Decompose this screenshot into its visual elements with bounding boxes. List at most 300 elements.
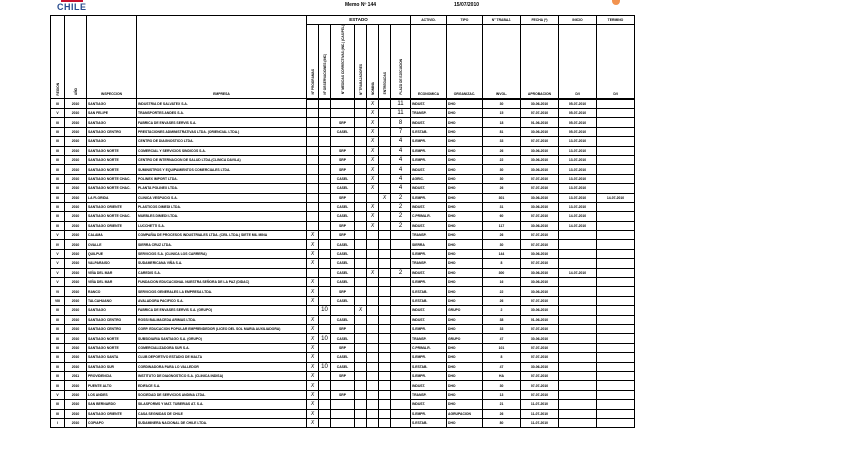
cell-tipo: DHO (447, 278, 483, 287)
cell-region: III (51, 400, 65, 409)
cell-e3: CASEL (331, 296, 355, 305)
table-row (51, 418, 635, 427)
cell-e6 (379, 306, 391, 315)
cell-e7 (391, 418, 411, 427)
cell-e5 (367, 278, 379, 287)
cell-e3: SRP (331, 324, 355, 333)
cell-e2 (319, 409, 331, 418)
cell-e4 (355, 324, 367, 333)
cell-inspeccion: LA FLORIDA (87, 193, 137, 202)
cell-e2 (319, 118, 331, 127)
table-row (51, 306, 635, 315)
table-row (51, 371, 635, 380)
cell-inicio (559, 409, 597, 418)
cell-fecha: 30-06-2010 (521, 193, 559, 202)
cell-inicio: 13-07-2010 (559, 193, 597, 202)
cell-e5 (367, 259, 379, 268)
cell-region: III (51, 334, 65, 343)
cell-tipo: DHO (447, 165, 483, 174)
cell-fecha: 07-07-2010 (521, 371, 559, 380)
cell-anio: 2010 (65, 202, 87, 211)
cell-e3: CASEL (331, 174, 355, 183)
cell-region: III (51, 221, 65, 230)
cell-inicio (559, 240, 597, 249)
cell-activ: SIERRA (411, 240, 447, 249)
cell-e1 (307, 165, 319, 174)
cell-e5: X (367, 268, 379, 277)
cell-nivel: 300 (483, 268, 521, 277)
cell-anio: 2010 (65, 296, 87, 305)
cell-activ: INDUST. (411, 306, 447, 315)
cell-anio: 2010 (65, 343, 87, 352)
cell-e5 (367, 296, 379, 305)
cell-tipo: DHO (447, 296, 483, 305)
cell-fecha: 30-06-2010 (521, 165, 559, 174)
cell-region: V (51, 268, 65, 277)
cell-inspeccion: RANCO (87, 287, 137, 296)
cell-e6 (379, 240, 391, 249)
cell-termino (597, 362, 635, 371)
cell-tipo: DHO (447, 400, 483, 409)
cell-fecha: 30-06-2010 (521, 146, 559, 155)
col-e5: NOMINA (367, 25, 379, 99)
cell-fecha: 30-06-2010 (521, 155, 559, 164)
cell-e7: 4 (391, 155, 411, 164)
cell-tipo: DHO (447, 184, 483, 193)
cell-fecha: 11-07-2010 (521, 418, 559, 427)
cell-termino (597, 418, 635, 427)
table-row (51, 99, 635, 109)
cell-inspeccion: OVALLE (87, 240, 137, 249)
cell-region: III (51, 212, 65, 221)
cell-e4 (355, 390, 367, 399)
cell-tipo: DHO (447, 155, 483, 164)
cell-fecha: 11-07-2010 (521, 400, 559, 409)
cell-tipo: DHO (447, 146, 483, 155)
cell-e2 (319, 99, 331, 109)
cell-e6 (379, 99, 391, 109)
cell-activ: TRANSP. (411, 109, 447, 118)
cell-e4 (355, 127, 367, 136)
cell-e6 (379, 118, 391, 127)
cell-region: III (51, 99, 65, 109)
cell-tipo: DHO (447, 240, 483, 249)
cell-e6 (379, 202, 391, 211)
cell-anio: 2010 (65, 240, 87, 249)
cell-e6 (379, 231, 391, 240)
cell-e3: SRP (331, 155, 355, 164)
col-nivel-sub: INVOL. (483, 25, 521, 99)
cell-empresa: SUBSIDIARIA SANTIAGO S.A. (GRUPO) (137, 334, 307, 343)
cell-e3: CASEL (331, 334, 355, 343)
cell-e7 (391, 306, 411, 315)
cell-e5 (367, 400, 379, 409)
cell-termino (597, 127, 635, 136)
cell-e2 (319, 240, 331, 249)
cell-e1 (307, 109, 319, 118)
cell-anio: 2010 (65, 184, 87, 193)
cell-inicio (559, 390, 597, 399)
cell-e1: X (307, 390, 319, 399)
cell-tipo: DHO (447, 324, 483, 333)
cell-e3: CASEL (331, 278, 355, 287)
cell-e5 (367, 315, 379, 324)
cell-inspeccion: SANTIAGO NORTE CHAC. (87, 212, 137, 221)
cell-termino (597, 287, 635, 296)
table-row (51, 400, 635, 409)
cell-e6 (379, 287, 391, 296)
col-inspeccion: INSPECCION (87, 16, 137, 99)
cell-e2 (319, 184, 331, 193)
cell-e2 (319, 146, 331, 155)
cell-inicio: 13-07-2010 (559, 184, 597, 193)
cell-e3 (331, 418, 355, 427)
cell-e1: X (307, 400, 319, 409)
cell-tipo: DHO (447, 127, 483, 136)
cell-inspeccion: SANTIAGO SUR (87, 362, 137, 371)
cell-nivel: 30 (483, 381, 521, 390)
cell-e2: 10 (319, 306, 331, 315)
cell-empresa: INDUSTRIA DE SALVATEX S.A. (137, 99, 307, 109)
cell-e3: SRP (331, 287, 355, 296)
cell-e3: CASEL (331, 259, 355, 268)
cell-activ: S.EMPR. (411, 193, 447, 202)
cell-tipo: DHO (447, 418, 483, 427)
cell-empresa: SUDAMERICANA VIÑA S.A. (137, 259, 307, 268)
cell-e6 (379, 259, 391, 268)
cell-e5 (367, 240, 379, 249)
cell-empresa: COMERCIALIZADORA SUR S.A. (137, 343, 307, 352)
cell-e2 (319, 390, 331, 399)
cell-inspeccion: SANTIAGO NORTE CHAC. (87, 184, 137, 193)
cell-anio: 2010 (65, 353, 87, 362)
table-row (51, 381, 635, 390)
cell-e3: SRP (331, 118, 355, 127)
cell-inspeccion: SANTIAGO NORTE (87, 334, 137, 343)
cell-e3: SRP (331, 343, 355, 352)
cell-inspeccion: SANTIAGO CENTRO (87, 127, 137, 136)
cell-e2 (319, 193, 331, 202)
cell-e7 (391, 231, 411, 240)
cell-e4 (355, 353, 367, 362)
cell-fecha: 30-06-2010 (521, 287, 559, 296)
cell-e5 (367, 418, 379, 427)
cell-empresa: POLINEX IMPORT LTDA. (137, 174, 307, 183)
cell-e2 (319, 249, 331, 258)
cell-activ: S.EMPR. (411, 353, 447, 362)
cell-termino (597, 137, 635, 146)
cell-e3: CASEL (331, 202, 355, 211)
cell-nivel: 30 (483, 174, 521, 183)
cell-region: III (51, 155, 65, 164)
cell-empresa: PLANTA POLINEX LTDA. (137, 184, 307, 193)
cell-fecha: 07-07-2010 (521, 212, 559, 221)
cell-e2 (319, 381, 331, 390)
table-row (51, 315, 635, 324)
cell-e3: CASEL (331, 212, 355, 221)
cell-tipo: DHO (447, 202, 483, 211)
table-row (51, 193, 635, 202)
cell-e4 (355, 287, 367, 296)
cell-e2 (319, 165, 331, 174)
cell-nivel: 38 (483, 315, 521, 324)
cell-e2 (319, 155, 331, 164)
memo-date: 15/07/2010 (454, 2, 480, 8)
cell-nivel: 8 (483, 259, 521, 268)
cell-empresa: CORDINADORA PARA LO VALLEDOR (137, 362, 307, 371)
cell-e5 (367, 193, 379, 202)
cell-inicio: 13-07-2010 (559, 165, 597, 174)
cell-termino (597, 155, 635, 164)
cell-region: III (51, 118, 65, 127)
cell-empresa: LUCCHETTI S.A. (137, 221, 307, 230)
cell-tipo: DHO (447, 315, 483, 324)
cell-empresa: CLINICA VESPUCIO S.A. (137, 193, 307, 202)
cell-anio: 2010 (65, 155, 87, 164)
cell-empresa: FUNDACION EDUCACIONAL NUESTRA SEÑORA DE LA PAZ (DIDAC) (137, 278, 307, 287)
cell-inspeccion: LOS ANDES (87, 390, 137, 399)
cell-e7 (391, 315, 411, 324)
cell-e7 (391, 240, 411, 249)
cell-region: VIII (51, 296, 65, 305)
cell-region: III (51, 165, 65, 174)
cell-tipo: DHO (447, 371, 483, 380)
cell-e6 (379, 381, 391, 390)
cell-e2 (319, 212, 331, 221)
cell-e6 (379, 155, 391, 164)
cell-region: III (51, 324, 65, 333)
cell-e5: X (367, 146, 379, 155)
cell-empresa: SOCIEDAD DE SERVICIOS ANDINA LTDA. (137, 390, 307, 399)
cell-nivel: 26 (483, 409, 521, 418)
cell-termino (597, 381, 635, 390)
cell-e4 (355, 381, 367, 390)
cell-anio: 2011 (65, 371, 87, 380)
cell-e4 (355, 362, 367, 371)
cell-e7 (391, 343, 411, 352)
cell-inicio (559, 249, 597, 258)
cell-e1: X (307, 362, 319, 371)
cell-e5 (367, 306, 379, 315)
cell-tipo: DHO (447, 287, 483, 296)
cell-e6 (379, 334, 391, 343)
cell-e3 (331, 109, 355, 118)
cell-e5 (367, 390, 379, 399)
cell-activ: INDUST. (411, 381, 447, 390)
cell-nivel: 22 (483, 287, 521, 296)
cell-empresa: FABRICA DE ENVASES SERVIS S.A. (GRUPO) (137, 306, 307, 315)
cell-activ: AGRIC. (411, 174, 447, 183)
cell-e2 (319, 400, 331, 409)
cell-e5: X (367, 137, 379, 146)
cell-activ: INDUST. (411, 184, 447, 193)
cell-e2 (319, 259, 331, 268)
cell-e5: X (367, 221, 379, 230)
cell-empresa: CASA SEGNIDAS DE CHILE (137, 409, 307, 418)
cell-e4 (355, 193, 367, 202)
cell-empresa: FABRICA DE ENVASES SERVIS S.A. (137, 118, 307, 127)
cell-region: III (51, 306, 65, 315)
cell-fecha: 30-06-2010 (521, 202, 559, 211)
cell-nivel: 26 (483, 296, 521, 305)
cell-empresa: ROSSI BALMACEDA ARIMAS LTDA. (137, 315, 307, 324)
cell-tipo: DHO (447, 137, 483, 146)
cell-e2: 10 (319, 334, 331, 343)
cell-fecha: 01-06-2010 (521, 118, 559, 127)
cell-inspeccion: PUENTE ALTO (87, 381, 137, 390)
cell-e2 (319, 268, 331, 277)
cell-empresa: SILASFORMS Y MAT. TUBERIAS AT. S.A. (137, 400, 307, 409)
cell-fecha: 07-07-2010 (521, 240, 559, 249)
cell-e2: 10 (319, 362, 331, 371)
cell-fecha: 01-06-2010 (521, 315, 559, 324)
group-nivel: N° TRABAJ. (483, 16, 521, 25)
cell-fecha: 30-06-2010 (521, 99, 559, 109)
cell-activ: S.ESTAB. (411, 127, 447, 136)
cell-e5: X (367, 109, 379, 118)
cell-e7: 7 (391, 127, 411, 136)
cell-e4 (355, 146, 367, 155)
cell-e6 (379, 109, 391, 118)
cell-e1 (307, 268, 319, 277)
cell-termino (597, 390, 635, 399)
table-row (51, 259, 635, 268)
cell-tipo: DHO (447, 259, 483, 268)
cell-e3: SRP (331, 231, 355, 240)
cell-e1 (307, 193, 319, 202)
col-e4: N° TRABAJADORES (355, 25, 367, 99)
cell-e1 (307, 212, 319, 221)
cell-nivel: 15 (483, 109, 521, 118)
cell-inicio: 14-07-2010 (559, 212, 597, 221)
cell-inicio: 14-07-2010 (559, 268, 597, 277)
cell-tipo: DHO (447, 390, 483, 399)
cell-e4 (355, 231, 367, 240)
cell-inspeccion: SANTIAGO ORIENTE (87, 409, 137, 418)
cell-e1: X (307, 381, 319, 390)
cell-tipo: DHO (447, 174, 483, 183)
cell-region: III (51, 174, 65, 183)
cell-termino (597, 278, 635, 287)
cell-anio: 2010 (65, 381, 87, 390)
cell-region: III (51, 381, 65, 390)
cell-termino (597, 334, 635, 343)
cell-activ: S.EMPR. (411, 137, 447, 146)
cell-e7: 2 (391, 221, 411, 230)
cell-empresa: COMPAÑIA DE PROCESOS INDUSTRIALES LTDA. (CEIL LTDA.) SIETE MIL MINA (137, 231, 307, 240)
cell-inspeccion: SANTIAGO (87, 118, 137, 127)
cell-nivel: 8 (483, 353, 521, 362)
cell-anio: 2010 (65, 146, 87, 155)
cell-e5: X (367, 184, 379, 193)
cell-fecha: 07-07-2010 (521, 343, 559, 352)
cell-region: V (51, 278, 65, 287)
cell-activ: S.ESTAB. (411, 287, 447, 296)
cell-activ: INDUST. (411, 221, 447, 230)
table-row (51, 202, 635, 211)
cell-termino (597, 99, 635, 109)
cell-fecha: 07-07-2010 (521, 137, 559, 146)
cell-e1 (307, 99, 319, 109)
cell-e7: 4 (391, 146, 411, 155)
cell-nivel: 47 (483, 362, 521, 371)
cell-e1 (307, 221, 319, 230)
cell-inicio (559, 278, 597, 287)
cell-termino (597, 231, 635, 240)
group-termino: TERMINO (597, 16, 635, 25)
cell-inicio (559, 231, 597, 240)
group-activ: ACTIVID. (411, 16, 447, 25)
cell-termino (597, 306, 635, 315)
cell-tipo: DHO (447, 212, 483, 221)
cell-e3: SRP (331, 390, 355, 399)
cell-e4 (355, 343, 367, 352)
cell-inspeccion: VIÑA DEL MAR (87, 278, 137, 287)
table-row (51, 174, 635, 183)
cell-fecha: 07-07-2010 (521, 353, 559, 362)
cell-e7: 2 (391, 193, 411, 202)
cell-fecha: 07-07-2010 (521, 324, 559, 333)
cell-e1 (307, 118, 319, 127)
cell-e3: CASEL (331, 249, 355, 258)
cell-inspeccion: SANTIAGO (87, 306, 137, 315)
cell-activ: INDUST. (411, 165, 447, 174)
table-row (51, 155, 635, 164)
cell-e5 (367, 334, 379, 343)
cell-e1 (307, 155, 319, 164)
cell-termino (597, 146, 635, 155)
cell-fecha: 30-06-2010 (521, 127, 559, 136)
cell-inicio (559, 315, 597, 324)
cell-e2 (319, 109, 331, 118)
cell-e7: 2 (391, 212, 411, 221)
cell-inspeccion: SANTIAGO NORTE CHAC. (87, 174, 137, 183)
cell-e2 (319, 418, 331, 427)
table-row (51, 343, 635, 352)
cell-inicio: 13-07-2010 (559, 155, 597, 164)
cell-nivel: 30 (483, 99, 521, 109)
table-row (51, 109, 635, 118)
cell-e7: 4 (391, 165, 411, 174)
cell-termino (597, 409, 635, 418)
col-activ-sub: ECONOMICA (411, 25, 447, 99)
cell-inspeccion: SANTIAGO NORTE (87, 146, 137, 155)
cell-empresa: EDIFACE S.A. (137, 381, 307, 390)
cell-empresa: SUDAMINERA NACIONAL DE CHILE LTDA. (137, 418, 307, 427)
cell-termino (597, 343, 635, 352)
cell-e3: CASEL (331, 184, 355, 193)
cell-activ: TRANSP. (411, 334, 447, 343)
cell-tipo: GRUPO (447, 334, 483, 343)
cell-nivel: 47 (483, 334, 521, 343)
cell-region: III (51, 353, 65, 362)
cell-inicio: 14-07-2010 (559, 221, 597, 230)
cell-inspeccion: SANTIAGO NORTE (87, 343, 137, 352)
cell-e3: SRP (331, 193, 355, 202)
cell-tipo: DHO (447, 118, 483, 127)
cell-e7: 2 (391, 268, 411, 277)
cell-activ: C.PRIMA.R. (411, 343, 447, 352)
cell-empresa: CAREDIS S.A. (137, 268, 307, 277)
cell-empresa: CLUB DEPORTIVO ESTADIO DE MALTA (137, 353, 307, 362)
cell-empresa: PLASTICOS DIMEDI LTDA. (137, 202, 307, 211)
cell-inspeccion: SANTIAGO CENTRO (87, 315, 137, 324)
cell-fecha: 07-07-2010 (521, 296, 559, 305)
cell-activ: S.EMPR. (411, 249, 447, 258)
cell-e6 (379, 390, 391, 399)
cell-inspeccion: COPIAPO (87, 418, 137, 427)
cell-region: V (51, 249, 65, 258)
